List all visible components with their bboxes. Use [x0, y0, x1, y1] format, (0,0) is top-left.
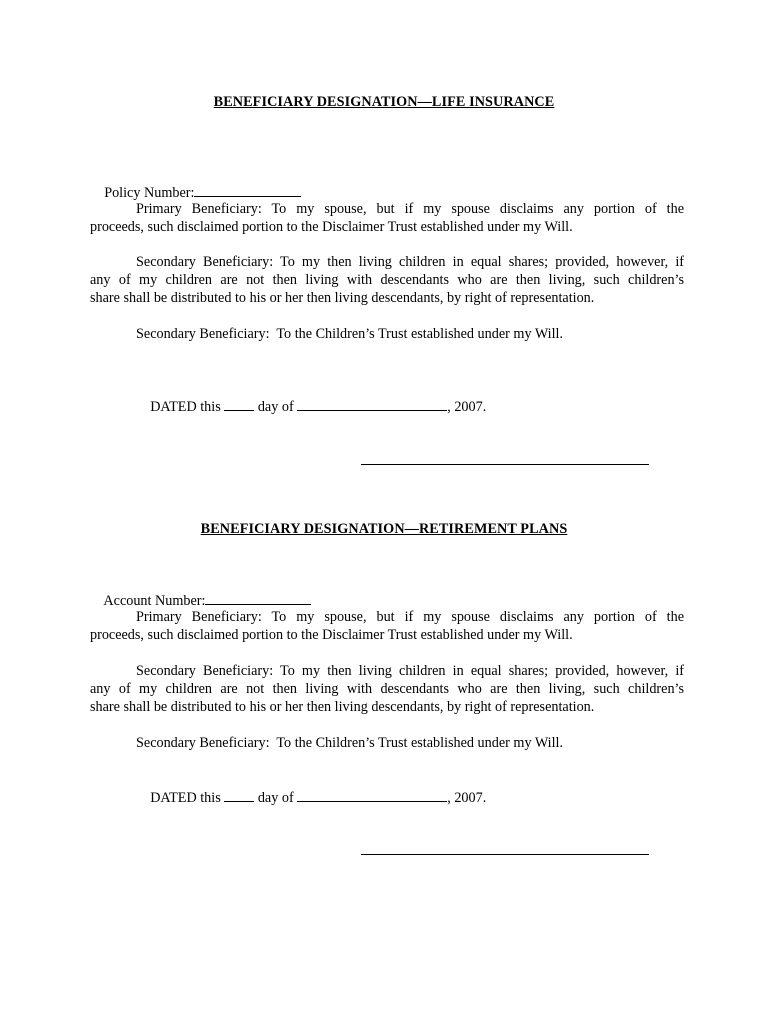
retirement-dated-prefix: DATED this — [150, 790, 221, 806]
life-secondary-line-1: Secondary Beneficiary: To my then living children in equal shares; provided, however, if — [136, 254, 684, 270]
retirement-signature-line — [361, 854, 649, 855]
life-dated-prefix: DATED this — [150, 399, 221, 415]
life-day-blank — [224, 396, 254, 411]
retirement-dated-row — [136, 769, 486, 825]
retirement-primary-line-1: Primary Beneficiary: To my spouse, but if my spouse disclaims any portion of the — [136, 609, 684, 625]
retirement-secondary-line-3: share shall be distributed to his or her then living descendants, by right of representation. — [90, 699, 595, 715]
life-signature-line — [361, 464, 649, 465]
retirement-secondary-beneficiary-trust: Secondary Beneficiary: To the Children’s Trust established under my Will. — [136, 735, 564, 751]
retirement-month-blank — [297, 787, 447, 802]
retirement-dated-middle: day of — [257, 790, 294, 806]
retirement-plans-title: BENEFICIARY DESIGNATION—RETIREMENT PLANS — [200, 521, 568, 537]
retirement-day-blank — [224, 787, 254, 802]
life-primary-line-1: Primary Beneficiary: To my spouse, but if my spouse disclaims any portion of the — [136, 201, 684, 217]
account-number-blank — [205, 590, 311, 605]
policy-number-label: Policy Number: — [104, 185, 195, 201]
life-dated-suffix: , 2007. — [447, 399, 487, 415]
life-insurance-title: BENEFICIARY DESIGNATION—LIFE INSURANCE — [213, 94, 555, 110]
life-month-blank — [297, 396, 447, 411]
life-dated-middle: day of — [257, 399, 294, 415]
retirement-secondary-line-2: any of my children are not then living with descendants who are then living, such children’s — [90, 681, 684, 697]
life-secondary-line-3: share shall be distributed to his or her then living descendants, by right of representation. — [90, 290, 595, 306]
life-secondary-beneficiary-trust: Secondary Beneficiary: To the Children’s Trust established under my Will. — [136, 326, 564, 342]
retirement-secondary-line-1: Secondary Beneficiary: To my then living children in equal shares; provided, however, if — [136, 663, 684, 679]
life-primary-line-2: proceeds, such disclaimed portion to the Disclaimer Trust established under my Will. — [90, 219, 573, 235]
life-primary-beneficiary — [90, 200, 684, 236]
life-secondary-line-2: any of my children are not then living with descendants who are then living, such children’s — [90, 272, 684, 288]
policy-number-blank — [194, 182, 301, 197]
account-number-label: Account Number: — [103, 593, 206, 609]
retirement-dated-suffix: , 2007. — [447, 790, 487, 806]
retirement-primary-line-2: proceeds, such disclaimed portion to the Disclaimer Trust established under my Will. — [90, 627, 573, 643]
retirement-secondary-beneficiary-children — [90, 662, 684, 716]
life-dated-row — [136, 378, 486, 434]
life-secondary-beneficiary-children — [90, 253, 684, 307]
retirement-primary-beneficiary — [90, 608, 684, 644]
